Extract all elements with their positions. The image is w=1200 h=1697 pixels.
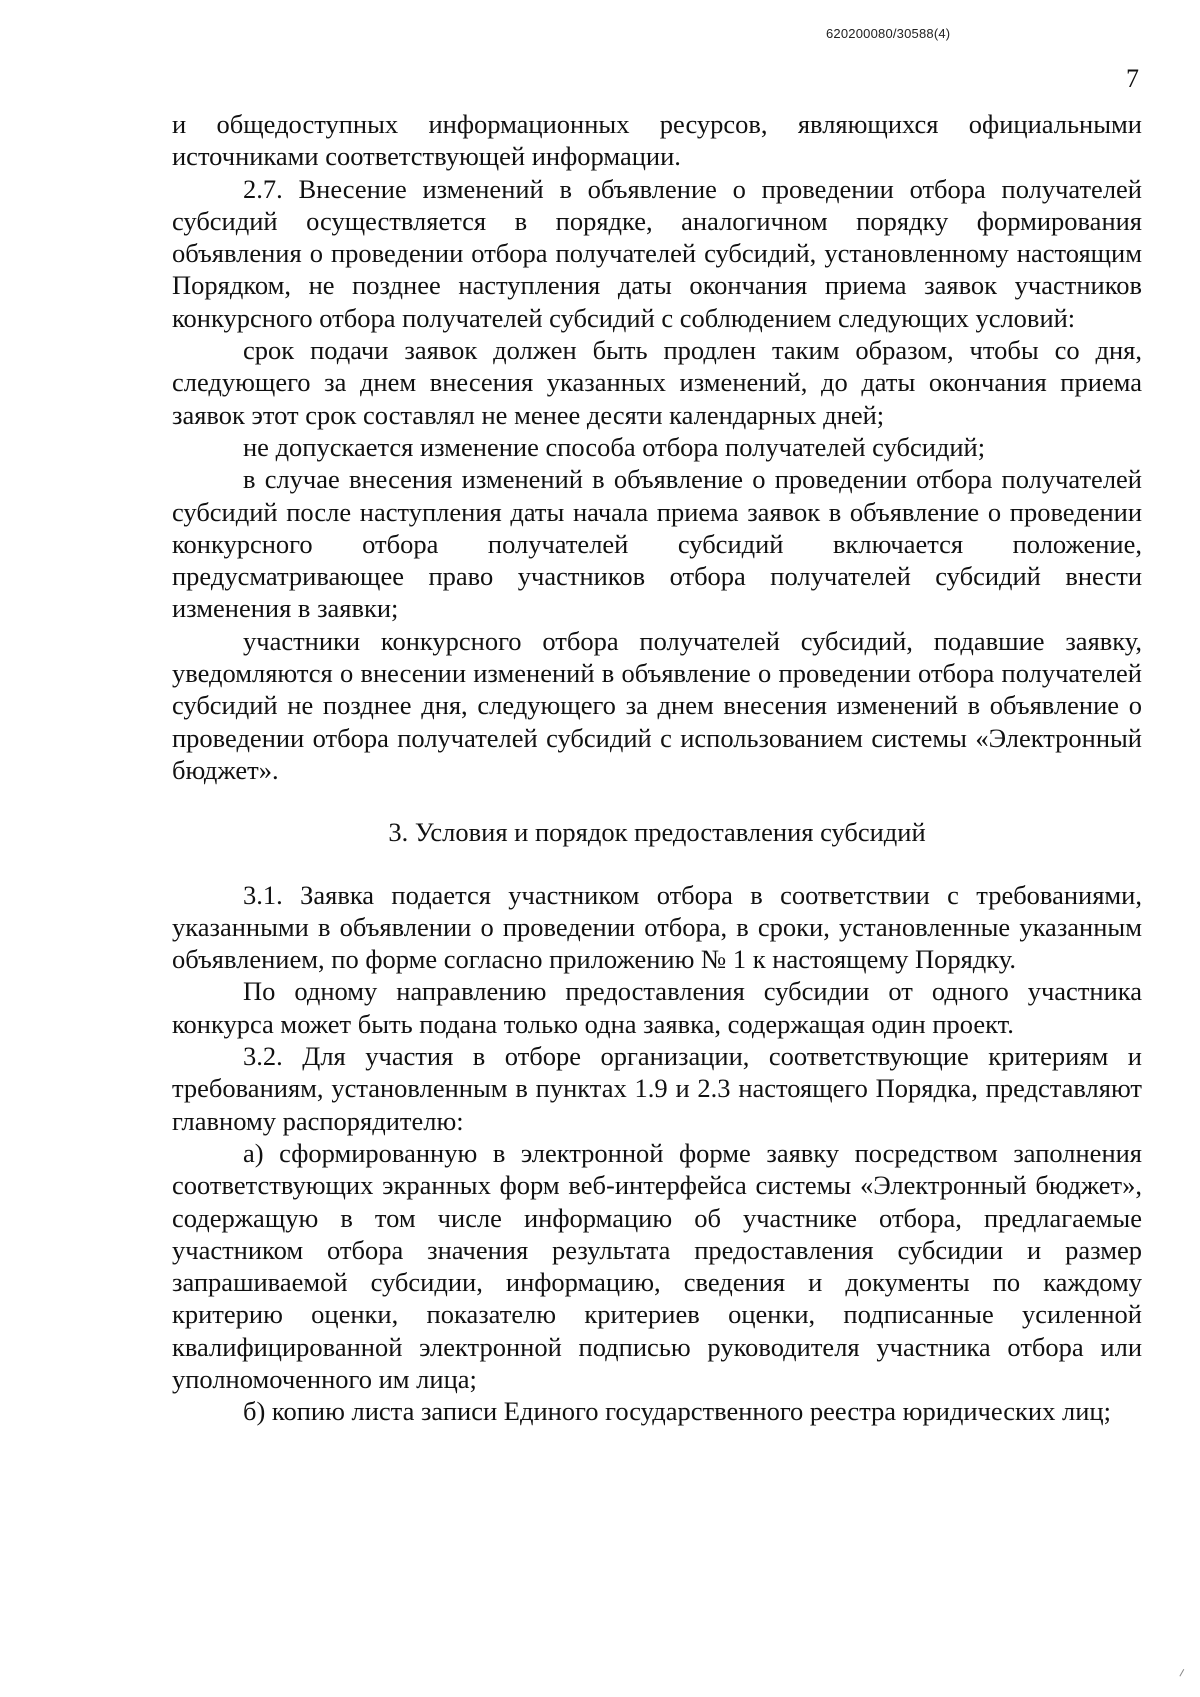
page-number: 7 <box>1126 64 1139 93</box>
paragraph-3-1: 3.1. Заявка подается участником отбора в соответствии с требованиями, указанными в объявлении о проведении отбора, в сроки, установленные указанным объявлением, по форме согласно приложению № 1 к настоящему Порядку. <box>172 879 1142 975</box>
paragraph-3-2: 3.2. Для участия в отборе организации, соответствующие критериям и требованиям, установленным в пунктах 1.9 и 2.3 настоящего Порядка, представляют главному распорядителю: <box>172 1041 1142 1136</box>
paragraph-item-a: а) сформированную в электронной форме заявку посредством заполнения соответствующих экранных форм веб-интерфейса системы «Электронный бюджет», содержащую в том числе информацию об участнике отбора, предлагаемые участником отбора значения результата предоставления субсидии и размер запрашиваемой субсидии, информацию, сведения и документы по каждому критерию оценки, показателю критериев оценки, подписанные усиленной квалифицированной электронной подписью руководителя участника отбора или уполномоченного им лица; <box>172 1137 1142 1394</box>
document-body <box>172 108 1142 1428</box>
paragraph-item-b: б) копию листа записи Единого государственного реестра юридических лиц; <box>243 1396 1111 1427</box>
paragraph-condition-notify: участники конкурсного отбора получателей субсидий, подавшие заявку, уведомляются о внесении изменений в объявление о проведении отбора получателей субсидий не позднее дня, следующего за днем внесения изменений в объявление о проведении отбора получателей субсидий с использованием системы «Электронный бюджет». <box>172 625 1142 785</box>
section-heading: 3. Условия и порядок предоставления субсидий <box>388 817 926 848</box>
document-code: 620200080/30588(4) <box>826 26 951 41</box>
paragraph-single-application: По одному направлению предоставления субсидии от одного участника конкурса может быть подана только одна заявка, содержащая один проект. <box>172 976 1142 1039</box>
paragraph-condition-method: не допускается изменение способа отбора получателей субсидий; <box>243 431 986 462</box>
scan-speck <box>1179 1669 1188 1679</box>
paragraph-condition-changes: в случае внесения изменений в объявление о проведении отбора получателей субсидий после наступления даты начала приема заявок в объявление о проведении конкурсного отбора получателей субсидий включается положение, предусматривающее право участников отбора получателей субсидий внести изменения в заявки; <box>172 464 1142 624</box>
paragraph-continuation: и общедоступных информационных ресурсов, являющихся официальными источниками соответствующей информации. <box>172 109 1142 172</box>
paragraph-condition-term: срок подачи заявок должен быть продлен таким образом, чтобы со дня, следующего за днем внесения указанных изменений, до даты окончания приема заявок этот срок составлял не менее десяти календарных дней; <box>172 335 1142 430</box>
paragraph-2-7: 2.7. Внесение изменений в объявление о проведении отбора получателей субсидий осуществляется в порядке, аналогичном порядку формирования объявления о проведении отбора получателей субсидий, установленному настоящим Порядком, не позднее наступления даты окончания приема заявок участников конкурсного отбора получателей субсидий с соблюдением следующих условий: <box>172 173 1142 333</box>
